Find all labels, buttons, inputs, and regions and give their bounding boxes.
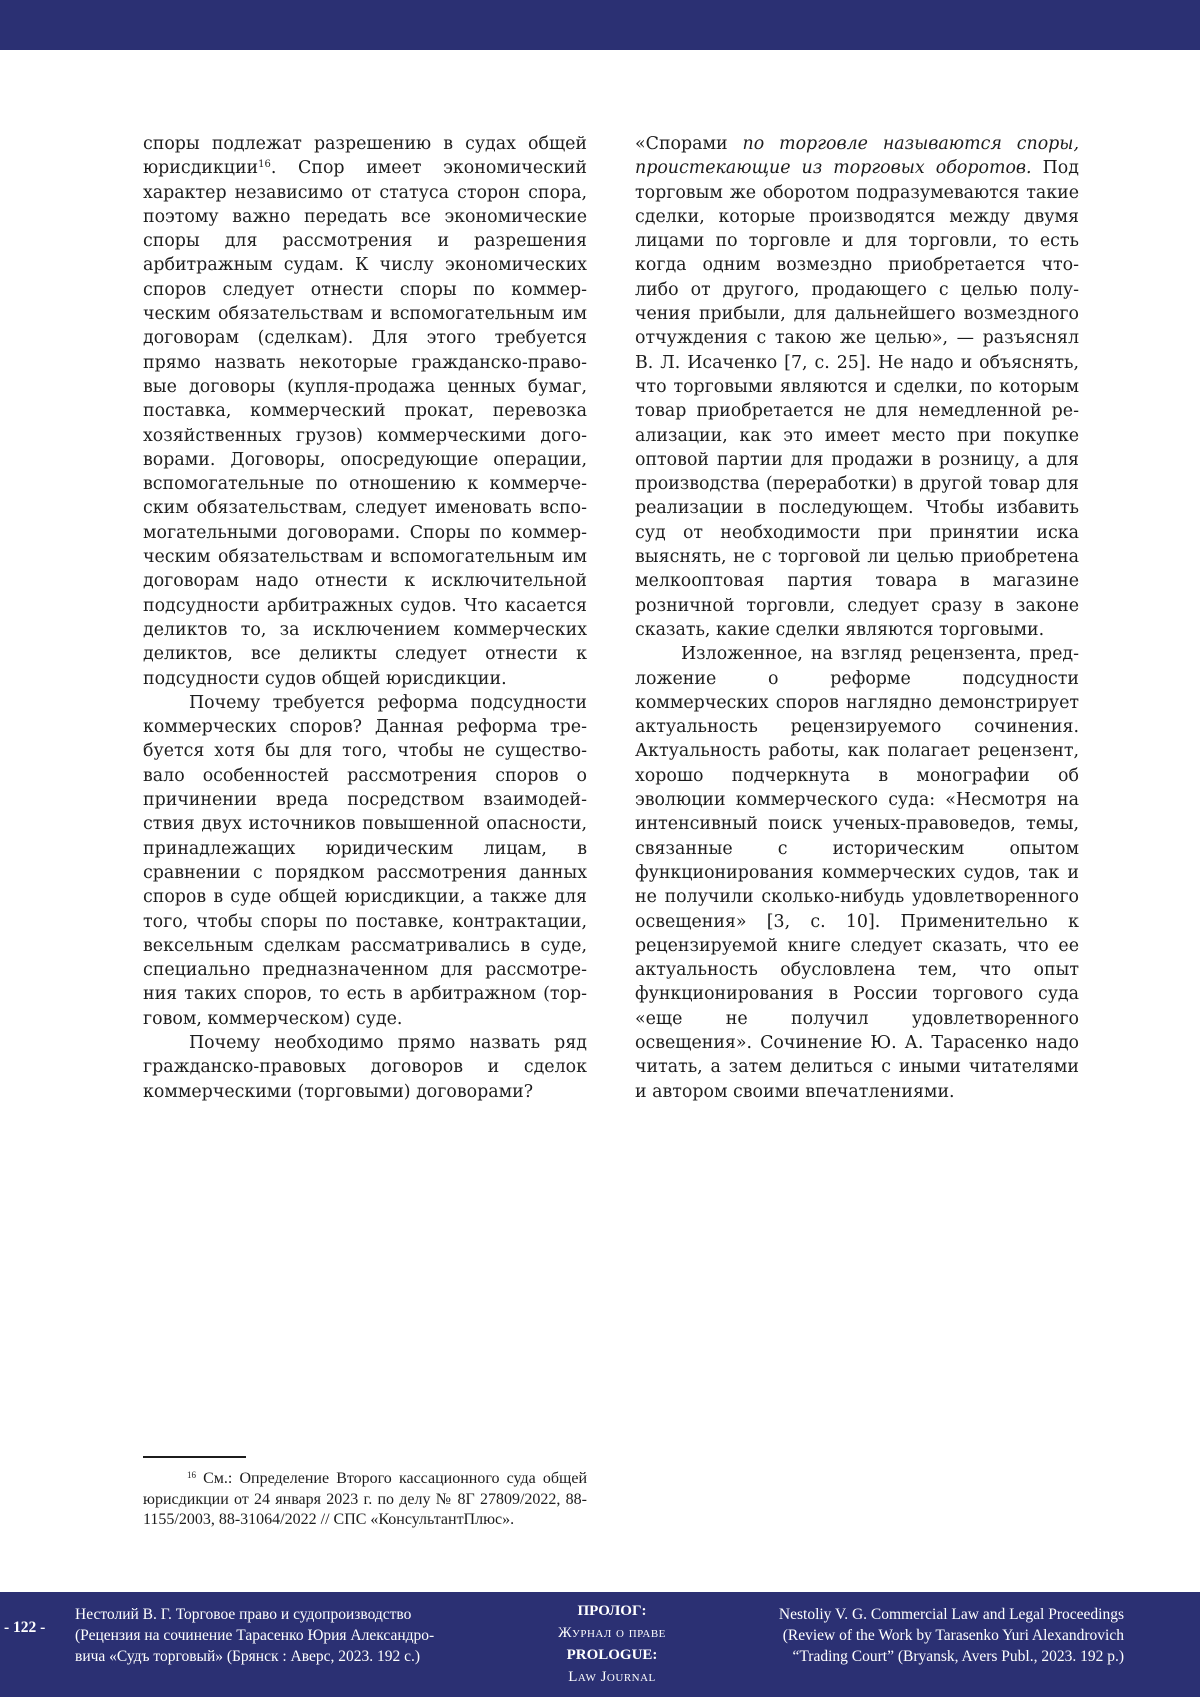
- right-paragraph-2: Изложенное, на взгляд рецензента, предложение о реформе подсудности коммерческих споров наглядно демонстрирует актуальность рецензируемого сочинения. Актуальность работы, как полагает рецензент, хорошо подчеркнута в монографии об эволюции коммерческого суда: «Несмотря на интенсивный поиск ученых-правоведов, темы, связанные с историческим опытом функционирования коммерческих судов, так и не получили сколько-нибудь удовлетворенного освещения» [3, с. 10]. Применительно к рецензируемой книге следует сказать, что ее актуальность обусловлена тем, что опыт функционирования в России торгового суда «еще не получил удовлетворенного освещения». Сочинение Ю. А. Тарасенко надо читать, а затем делиться с иными читателями и автором своими впечатлениями.: [635, 644, 1079, 1102]
- left-paragraph-2: Почему требуется реформа подсудности коммерческих споров? Данная реформа требуется хотя бы для того, чтобы не существовало особенностей рассмотрения споров о причинении вреда посредством взаимодействия двух источников повышенной опасности, принадлежащих юридическим лицам, в сравнении с порядком рассмотрения данных споров в суде общей юрисдикции, а также для того, чтобы споры по поставке, контрактации, вексельным сделкам рассматривались в суде, специально предназначенном для рассмотрения таких споров, то есть в арбитражном (торговом, коммерческом) суде.: [143, 692, 587, 1029]
- header-band: [0, 0, 1200, 50]
- right-text-column: [635, 132, 1079, 1104]
- right-paragraph-1: «Спорами по торговле называются споры, проистекающие из торговых оборотов. Под торговым же оборотом подразумеваются такие сделки, которые производятся между двумя лицами по торговле и для торговли, то есть когда одним возмездно приобретается что-либо от другого, продающего с целью получения прибыли, для дальнейшего возмездного отчуждения с такою же целью», — разъяснял В. Л. Исаченко [7, с. 25]. Не надо и объяснять, что торговыми являются и сделки, по которым товар приобретается не для немедленной реализации, как это имеет место при покупке оптовой партии для продажи в розницу, а для производства (переработки) в другой товар для реализации в последующем. Чтобы избавить суд от необходимости при принятии иска выяснять, не с торговой ли целью приобретена мелкооптовая партия товара в магазине розничной торговли, следует сразу в законе сказать, какие сделки являются торговыми.: [635, 134, 1079, 640]
- quote-italic: по торговле называются споры, проистекающие из торговых оборотов.: [635, 134, 1079, 179]
- footer-citation-en: Nestoliy V. G. Commercial Law and Legal Proceedings (Review of the Work by Tarasenko Yuri Alexandrovich “Trading Court” (Bryansk, Avers Publ., 2023. 192 p.): [778, 1606, 1124, 1665]
- left-text-column: [143, 132, 587, 1104]
- footnote: [143, 1469, 587, 1531]
- footnote-divider: [143, 1456, 246, 1458]
- journal-title: ПРОЛОГ: Журнал о праве PROLOGUE: Law Journal: [558, 1603, 666, 1685]
- footnote-reference[interactable]: 16: [258, 159, 271, 171]
- footnote-mark: 16: [187, 1470, 196, 1480]
- footnote-text: См.: Определение Второго кассационного суда общей юрисдикции от 24 января 2023 г. по делу № 8Г 27809/2022, 88-1155/2003, 88-31064/2022 // СПС «КонсультантПлюс».: [143, 1470, 587, 1528]
- page-number: - 122 -: [4, 1619, 46, 1636]
- footer-band: [0, 1592, 1200, 1697]
- footer-citation-ru: Нестолий В. Г. Торговое право и судопроизводство (Рецензия на сочинение Тарасенко Юрия Александро- вича «Судъ торговый» (Брянск : Аверс, 2023. 192 с.): [75, 1606, 435, 1665]
- left-paragraph-3: Почему необходимо прямо назвать ряд гражданско-правовых договоров и сделок коммерческими (торговыми) договорами?: [143, 1032, 587, 1102]
- left-paragraph-1: споры подлежат разрешению в судах общей юрисдикции$^{16}$. Спор имеет экономический характер независимо от статуса сторон спора, поэтому важно передать все экономические споры для рассмотрения и разрешения арбитражным судам. К числу экономических споров следует отнести споры по коммерческим обязательствам и вспомогательным им договорам (сделкам). Для этого требуется прямо назвать некоторые гражданско-правовые договоры (купля-продажа ценных бумаг, поставка, коммерческий прокат, перевозка хозяйственных грузов) коммерческими договорами. Договоры, опосредующие операции, вспомогательные по отношению к коммерческим обязательствам, следует именовать вспомогательными договорами. Споры по коммерческим обязательствам и вспомогательным им договорам надо отнести к исключительной подсудности арбитражных судов. Что касается деликтов то, за исключением коммерческих деликтов, все деликты следует отнести к подсудности судов общей юрисдикции.: [143, 134, 587, 689]
